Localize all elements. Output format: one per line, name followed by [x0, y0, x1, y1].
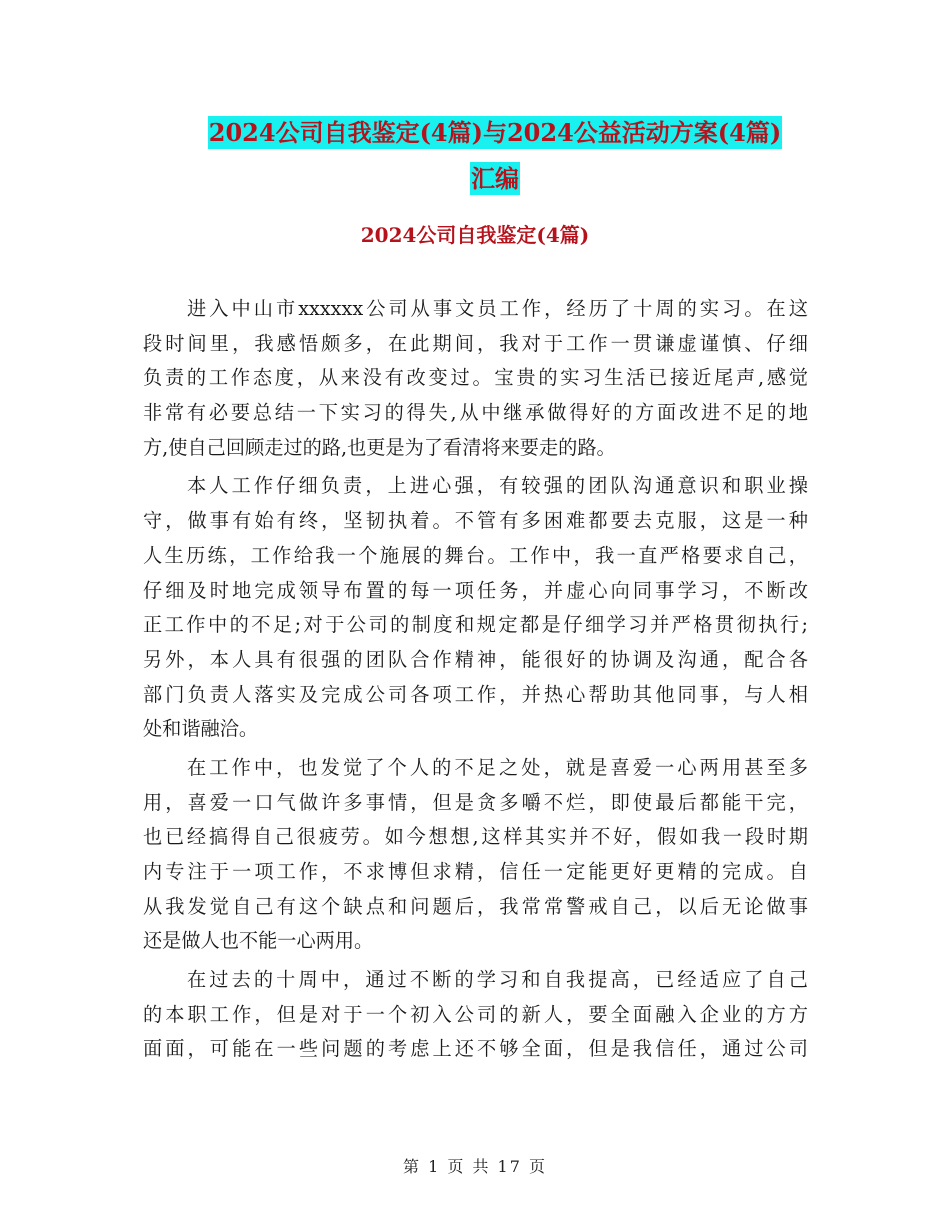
section-title: 2024公司自我鉴定(4篇) [360, 223, 590, 247]
paragraph-line: 还是做人也不能一心两用。 [143, 929, 374, 953]
paragraph-line: 本人工作仔细负责，上进心强，有较强的团队沟通意识和职业操 [187, 474, 808, 498]
paragraph-1 [143, 292, 808, 465]
paragraph-line: 在工作中，也发觉了个人的不足之处，就是喜爱一心两用甚至多 [187, 755, 808, 779]
document-title-line-2: 汇编 [471, 164, 519, 193]
paragraph-2 [143, 469, 808, 747]
paragraph-line: 也已经搞得自己很疲劳。如今想想,这样其实并不好，假如我一段时期 [143, 825, 808, 849]
paragraph-line: 负责的工作态度，从来没有改变过。宝贵的实习生活已接近尾声,感觉 [143, 366, 808, 390]
paragraph-line: 非常有必要总结一下实习的得失,从中继承做得好的方面改进不足的地 [143, 401, 808, 425]
paragraph-line: 人生历练，工作给我一个施展的舞台。工作中，我一直严格要求自己， [143, 543, 808, 567]
page-number-footer: 第 1 页 共 17 页 [403, 1157, 547, 1176]
paragraph-line: 正工作中的不足;对于公司的制度和规定都是仔细学习并严格贯彻执行; [143, 613, 808, 637]
paragraph-line: 守，做事有始有终，坚韧执着。不管有多困难都要去克服，这是一种 [143, 509, 808, 533]
paragraph-line: 仔细及时地完成领导布置的每一项任务，并虚心向同事学习，不断改 [143, 578, 808, 602]
paragraph-line: 内专注于一项工作，不求博但求精，信任一定能更好更精的完成。自 [143, 860, 808, 883]
paragraph-line: 方,使自己回顾走过的路,也更是为了看清将来要走的路。 [143, 435, 616, 459]
document-title [140, 110, 850, 202]
paragraph-3 [143, 751, 808, 959]
paragraph-line: 面面，可能在一些问题的考虑上还不够全面，但是我信任，通过公司 [143, 1037, 808, 1061]
paragraph-line: 段时间里，我感悟颇多，在此期间，我对于工作一贯谦虚谨慎、仔细 [143, 331, 808, 355]
paragraph-line: 进入中山市xxxxxx公司从事文员工作，经历了十周的实习。在这 [187, 297, 808, 320]
paragraph-line: 另外，本人具有很强的团队合作精神，能很好的协调及沟通，配合各 [143, 647, 808, 671]
document-title-line-1: 2024公司自我鉴定(4篇)与2024公益活动方案(4篇) [208, 118, 782, 147]
paragraph-line: 的本职工作，但是对于一个初入公司的新人，要全面融入企业的方方 [143, 1002, 808, 1026]
paragraph-4 [143, 963, 808, 1067]
document-body [143, 292, 808, 1071]
paragraph-line: 处和谐融洽。 [143, 717, 259, 741]
paragraph-line: 部门负责人落实及完成公司各项工作，并热心帮助其他同事，与人相 [143, 682, 808, 706]
paragraph-line: 在过去的十周中，通过不断的学习和自我提高，已经适应了自己 [187, 968, 808, 992]
paragraph-line: 用，喜爱一口气做许多事情，但是贪多嚼不烂，即使最后都能干完， [143, 790, 808, 814]
paragraph-line: 从我发觉自己有这个缺点和问题后，我常常警戒自己，以后无论做事 [143, 894, 808, 918]
